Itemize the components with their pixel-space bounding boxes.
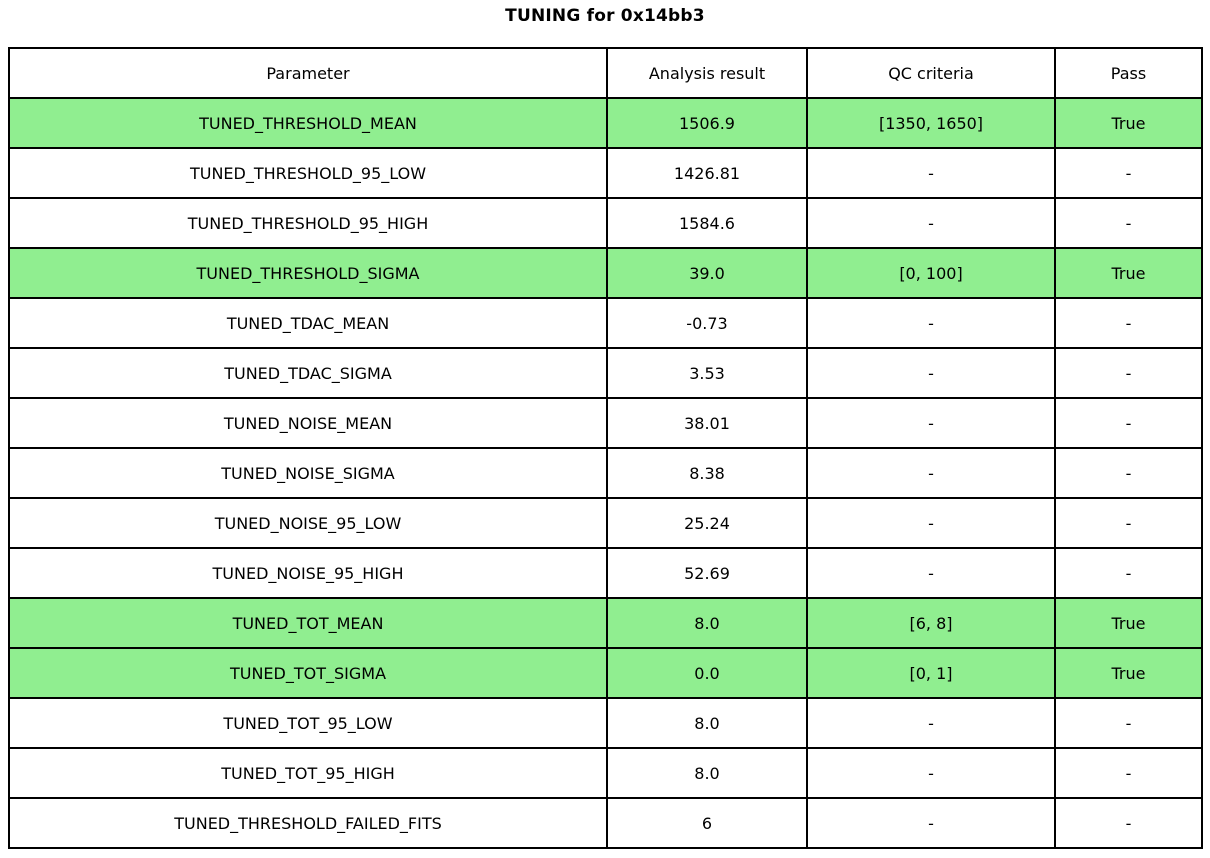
table-row xyxy=(9,798,1202,848)
qc-criteria-cell: - xyxy=(807,398,1055,448)
table-row xyxy=(9,398,1202,448)
analysis-result-cell: 3.53 xyxy=(607,348,807,398)
pass-cell: - xyxy=(1055,698,1202,748)
pass-cell: True xyxy=(1055,248,1202,298)
parameter-cell: TUNED_TDAC_MEAN xyxy=(9,298,607,348)
analysis-result-cell: 1426.81 xyxy=(607,148,807,198)
analysis-result-cell: 8.0 xyxy=(607,748,807,798)
analysis-result-cell: 8.0 xyxy=(607,698,807,748)
analysis-result-cell: 8.38 xyxy=(607,448,807,498)
table-header xyxy=(9,48,1202,98)
parameter-cell: TUNED_NOISE_95_HIGH xyxy=(9,548,607,598)
qc-criteria-cell: - xyxy=(807,298,1055,348)
pass-cell: True xyxy=(1055,598,1202,648)
analysis-result-cell: 0.0 xyxy=(607,648,807,698)
parameter-cell: TUNED_NOISE_SIGMA xyxy=(9,448,607,498)
parameter-cell: TUNED_THRESHOLD_95_LOW xyxy=(9,148,607,198)
table-row xyxy=(9,598,1202,648)
qc-criteria-cell: - xyxy=(807,198,1055,248)
table-row xyxy=(9,198,1202,248)
page-title: TUNING for 0x14bb3 xyxy=(505,6,705,26)
analysis-result-cell: 39.0 xyxy=(607,248,807,298)
pass-cell: - xyxy=(1055,448,1202,498)
analysis-result-cell: 52.69 xyxy=(607,548,807,598)
analysis-result-cell: 38.01 xyxy=(607,398,807,448)
analysis-result-cell: 1506.9 xyxy=(607,98,807,148)
table-row xyxy=(9,548,1202,598)
parameter-cell: TUNED_NOISE_95_LOW xyxy=(9,498,607,548)
table-row xyxy=(9,748,1202,798)
parameter-cell: TUNED_TOT_MEAN xyxy=(9,598,607,648)
pass-cell: True xyxy=(1055,648,1202,698)
qc-criteria-cell: [0, 100] xyxy=(807,248,1055,298)
pass-cell: - xyxy=(1055,398,1202,448)
qc-criteria-cell: - xyxy=(807,748,1055,798)
column-header-pass: Pass xyxy=(1055,48,1202,98)
analysis-result-cell: 6 xyxy=(607,798,807,848)
table-row xyxy=(9,248,1202,298)
pass-cell: - xyxy=(1055,148,1202,198)
parameter-cell: TUNED_THRESHOLD_SIGMA xyxy=(9,248,607,298)
analysis-result-cell: 8.0 xyxy=(607,598,807,648)
table-body xyxy=(9,98,1202,848)
table-row xyxy=(9,148,1202,198)
pass-cell: - xyxy=(1055,198,1202,248)
parameter-cell: TUNED_TOT_95_HIGH xyxy=(9,748,607,798)
qc-criteria-cell: - xyxy=(807,548,1055,598)
pass-cell: - xyxy=(1055,548,1202,598)
parameter-cell: TUNED_THRESHOLD_FAILED_FITS xyxy=(9,798,607,848)
qc-criteria-cell: [0, 1] xyxy=(807,648,1055,698)
table-row xyxy=(9,648,1202,698)
column-header-parameter: Parameter xyxy=(9,48,607,98)
parameter-cell: TUNED_THRESHOLD_95_HIGH xyxy=(9,198,607,248)
column-header-qc-criteria: QC criteria xyxy=(807,48,1055,98)
analysis-result-cell: 25.24 xyxy=(607,498,807,548)
table-row xyxy=(9,498,1202,548)
analysis-result-cell: 1584.6 xyxy=(607,198,807,248)
pass-cell: - xyxy=(1055,748,1202,798)
qc-table xyxy=(8,47,1203,849)
qc-criteria-cell: - xyxy=(807,148,1055,198)
parameter-cell: TUNED_TOT_SIGMA xyxy=(9,648,607,698)
table-row xyxy=(9,448,1202,498)
table-row xyxy=(9,348,1202,398)
qc-criteria-cell: - xyxy=(807,498,1055,548)
table-row xyxy=(9,698,1202,748)
column-header-analysis-result: Analysis result xyxy=(607,48,807,98)
analysis-result-cell: -0.73 xyxy=(607,298,807,348)
parameter-cell: TUNED_TDAC_SIGMA xyxy=(9,348,607,398)
parameter-cell: TUNED_NOISE_MEAN xyxy=(9,398,607,448)
pass-cell: - xyxy=(1055,298,1202,348)
table-row xyxy=(9,298,1202,348)
qc-criteria-cell: - xyxy=(807,448,1055,498)
parameter-cell: TUNED_TOT_95_LOW xyxy=(9,698,607,748)
pass-cell: - xyxy=(1055,348,1202,398)
table-row xyxy=(9,98,1202,148)
qc-criteria-cell: - xyxy=(807,348,1055,398)
pass-cell: - xyxy=(1055,798,1202,848)
qc-criteria-cell: [6, 8] xyxy=(807,598,1055,648)
pass-cell: True xyxy=(1055,98,1202,148)
parameter-cell: TUNED_THRESHOLD_MEAN xyxy=(9,98,607,148)
qc-criteria-cell: - xyxy=(807,798,1055,848)
qc-criteria-cell: - xyxy=(807,698,1055,748)
pass-cell: - xyxy=(1055,498,1202,548)
header-row xyxy=(9,48,1202,98)
qc-criteria-cell: [1350, 1650] xyxy=(807,98,1055,148)
